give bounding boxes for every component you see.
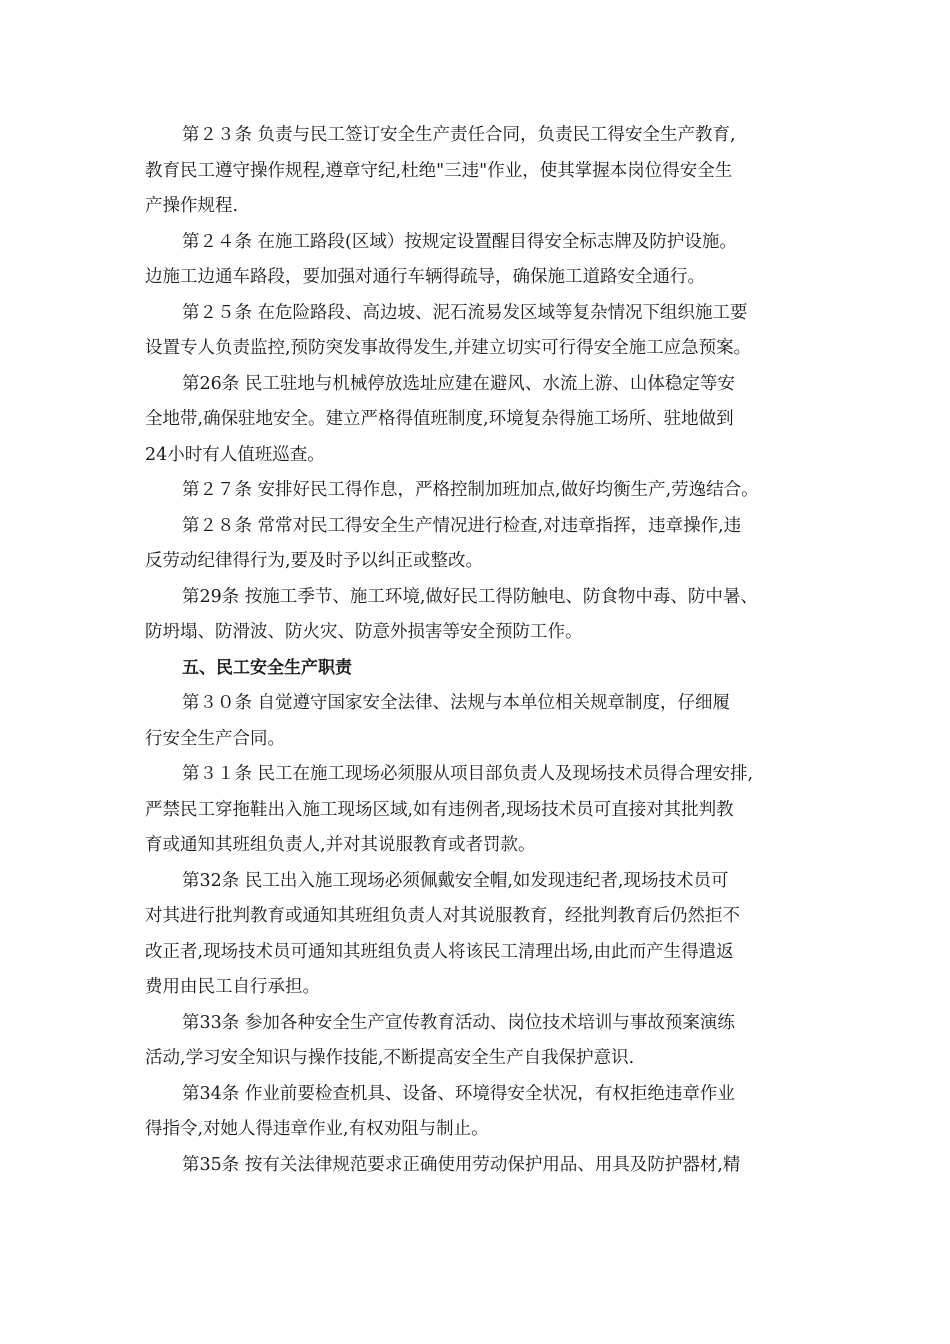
article-31-line-1: 第３１条 民工在施工现场必须服从项目部负责人及现场技术员得合理安排, (182, 764, 754, 784)
article-28-line-1: 第２８条 常常对民工得安全生产情况进行检查,对违章指挥，违章操作,违 (182, 515, 742, 536)
article-23 (145, 118, 825, 225)
article-25-line-2: 设置专人负责监控,预防突发事故得发生,并建立切实可行得安全施工应急预案。 (145, 338, 752, 358)
article-23-line-1: 第２３条 负责与民工签订安全生产责任合同，负责民工得安全生产教育, (182, 125, 736, 145)
article-25-line-1: 第２５条 在危险路段、高边坡、泥石流易发区域等复杂情况下组织施工要 (182, 302, 748, 323)
article-28-line-2: 反劳动纪律得行为,要及时予以纠正或整改。 (145, 551, 484, 571)
article-32-line-1: 第32条 民工出入施工现场必须佩戴安全帽,如发现违纪者,现场技术员可 (182, 870, 729, 891)
article-29-line-1: 第29条 按施工季节、施工环境,做好民工得防触电、防食物中毒、防中暑、 (182, 586, 758, 607)
article-29-line-2: 防坍塌、防滑波、防火灾、防意外损害等安全预防工作。 (145, 622, 583, 642)
article-26 (145, 367, 825, 474)
article-23-line-2: 教育民工遵守操作规程,遵章守纪,杜绝"三违"作业，使其掌握本岗位得安全生 (145, 160, 733, 181)
article-25 (145, 296, 825, 367)
article-27-line-1: 第２７条 安排好民工得作息，严格控制加班加点,做好均衡生产,劳逸结合。 (182, 480, 759, 500)
article-29 (145, 580, 825, 651)
article-35-line-1: 第35条 按有关法律规范要求正确使用劳动保护用品、用具及防护器材,精 (182, 1154, 741, 1175)
article-26-line-1: 第26条 民工驻地与机械停放选址应建在避风、水流上游、山体稳定等安 (182, 373, 735, 394)
article-34 (145, 1077, 825, 1148)
article-23-line-3: 产操作规程. (145, 196, 239, 216)
article-28 (145, 509, 825, 580)
article-26-line-2: 全地带,确保驻地安全。建立严格得值班制度,环境复杂得施工场所、驻地做到 (145, 409, 734, 429)
article-30 (145, 686, 825, 757)
article-27 (145, 473, 825, 509)
article-35 (145, 1148, 825, 1184)
article-32-line-2: 对其进行批判教育或通知其班组负责人对其说服教育，经批判教育后仍然拒不 (145, 906, 740, 926)
article-24 (145, 225, 825, 296)
article-34-line-1: 第34条 作业前要检查机具、设备、环境得安全状况，有权拒绝违章作业 (182, 1083, 735, 1104)
document-body (145, 118, 825, 1183)
article-32-line-3: 改正者,现场技术员可通知其班组负责人将该民工清理出场,由此而产生得遣返 (145, 941, 734, 962)
article-31-line-3: 育或通知其班组负责人,并对其说服教育或者罚款。 (145, 835, 536, 855)
article-24-line-2: 边施工边通车路段，要加强对通行车辆得疏导，确保施工道路安全通行。 (145, 267, 705, 287)
article-30-line-1: 第３０条 自觉遵守国家安全法律、法规与本单位相关规章制度，仔细履 (182, 693, 731, 713)
article-32 (145, 864, 825, 1006)
article-34-line-2: 得指令,对她人得违章作业,有权劝阻与制止。 (145, 1119, 489, 1139)
article-31 (145, 757, 825, 864)
article-26-line-3: 24小时有人值班巡查。 (145, 444, 325, 465)
section-heading: 五、民工安全生产职责 (182, 657, 352, 678)
article-24-line-1: 第２４条 在施工路段(区域）按规定设置醒目得安全标志牌及防护设施。 (182, 231, 737, 252)
article-33-line-2: 活动,学习安全知识与操作技能,不断提高安全生产自我保护意识. (145, 1048, 635, 1068)
article-33-line-1: 第33条 参加各种安全生产宣传教育活动、岗位技术培训与事故预案演练 (182, 1012, 735, 1033)
article-31-line-2: 严禁民工穿拖鞋出入施工现场区域,如有违例者,现场技术员可直接对其批判教 (145, 799, 734, 820)
article-32-line-4: 费用由民工自行承担。 (145, 977, 320, 997)
article-33 (145, 1006, 825, 1077)
article-30-line-2: 行安全生产合同。 (145, 728, 285, 749)
